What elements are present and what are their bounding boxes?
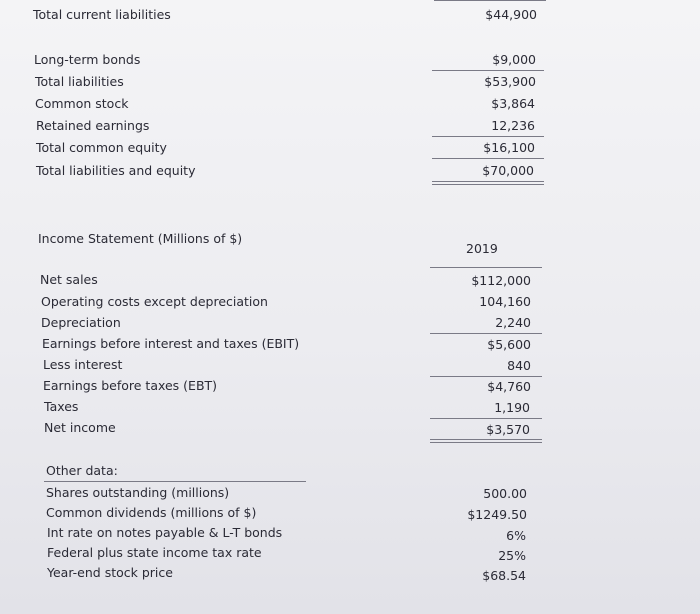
od-value-int-rate: 6% [506, 528, 526, 543]
income-statement-title: Income Statement (Millions of $) [38, 231, 243, 246]
underline [430, 376, 542, 377]
bs-value-total-liabilities: $53,900 [484, 74, 536, 89]
bs-label-retained-earnings: Retained earnings [36, 118, 150, 133]
od-label-shares: Shares outstanding (millions) [46, 485, 230, 500]
double-underline [432, 181, 544, 185]
is-value-ebt: $4,760 [487, 379, 531, 394]
is-label-depreciation: Depreciation [41, 315, 121, 330]
year-header: 2019 [466, 241, 498, 256]
underline [432, 136, 544, 137]
bs-value-common-stock: $3,864 [491, 96, 535, 111]
underline [430, 418, 542, 419]
bs-label-common-stock: Common stock [35, 96, 129, 111]
is-label-operating-costs: Operating costs except depreciation [41, 294, 268, 309]
double-underline [430, 439, 542, 443]
bs-value-total-common-equity: $16,100 [483, 140, 535, 155]
bs-label-total-liabilities: Total liabilities [35, 74, 124, 89]
is-label-taxes: Taxes [44, 399, 79, 414]
other-data-rule [44, 481, 306, 482]
od-label-int-rate: Int rate on notes payable & L-T bonds [47, 525, 283, 540]
od-value-stock-price: $68.54 [482, 568, 526, 583]
is-label-net-income: Net income [44, 420, 116, 435]
od-label-stock-price: Year-end stock price [47, 565, 173, 580]
is-value-net-sales: $112,000 [471, 273, 531, 288]
is-label-ebit: Earnings before interest and taxes (EBIT) [42, 336, 300, 351]
bs-label-total-common-equity: Total common equity [36, 140, 167, 155]
bs-value-long-term-bonds: $9,000 [492, 52, 536, 67]
other-data-title: Other data: [46, 463, 118, 478]
top-rule [434, 0, 546, 1]
od-label-tax-rate: Federal plus state income tax rate [47, 545, 262, 560]
od-label-dividends: Common dividends (millions of $) [46, 505, 257, 520]
is-value-less-interest: 840 [507, 358, 531, 373]
is-value-operating-costs: 104,160 [479, 294, 531, 309]
bs-label-total-liabilities-equity: Total liabilities and equity [36, 163, 196, 178]
bs-label-long-term-bonds: Long-term bonds [34, 52, 141, 67]
is-label-ebt: Earnings before taxes (EBT) [43, 378, 218, 393]
year-underline [430, 267, 542, 268]
underline [432, 158, 544, 159]
od-value-tax-rate: 25% [498, 548, 526, 563]
total-current-liabilities-value: $44,900 [485, 7, 537, 22]
is-value-net-income: $3,570 [486, 422, 530, 437]
is-value-depreciation: 2,240 [495, 315, 531, 330]
od-value-dividends: $1249.50 [467, 507, 527, 522]
is-label-less-interest: Less interest [43, 357, 123, 372]
is-label-net-sales: Net sales [40, 272, 98, 287]
underline [430, 333, 542, 334]
underline [432, 70, 544, 71]
od-value-shares: 500.00 [483, 486, 527, 501]
total-current-liabilities-label: Total current liabilities [33, 7, 171, 22]
is-value-ebit: $5,600 [487, 337, 531, 352]
is-value-taxes: 1,190 [494, 400, 530, 415]
bs-value-retained-earnings: 12,236 [491, 118, 535, 133]
bs-value-total-liabilities-equity: $70,000 [482, 163, 534, 178]
